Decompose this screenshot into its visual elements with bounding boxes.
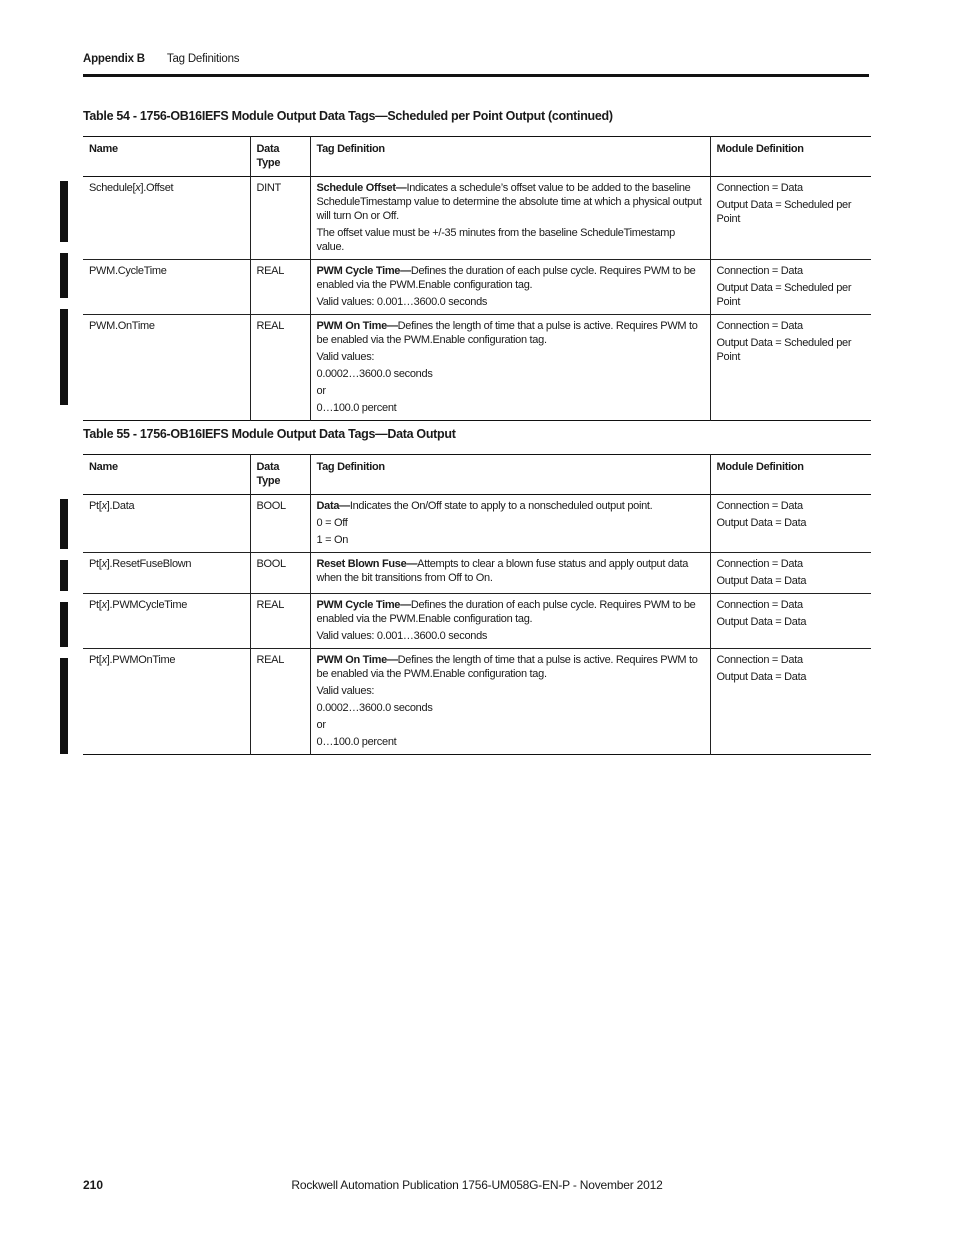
module-definition-line: Output Data = Data xyxy=(716,575,807,587)
data-type-cell: REAL xyxy=(250,594,310,649)
table-header-row xyxy=(83,137,871,177)
definition-note: 0 = Off xyxy=(316,517,348,529)
table-row xyxy=(83,649,871,755)
table-header-row xyxy=(83,455,871,495)
tag-name-prefix: PWM.CycleTime xyxy=(89,265,167,277)
data-type-cell: REAL xyxy=(250,315,310,421)
definition-term: PWM On Time— xyxy=(316,320,398,332)
definition-description: Defines the duration of each pulse cycle. Requires PWM to be enabled via the PWM.Enable configuration tag. xyxy=(316,265,696,291)
table-55 xyxy=(83,454,871,755)
tag-name-index: x xyxy=(101,500,107,512)
module-definition-line: Connection = Data xyxy=(716,500,803,512)
tag-name-suffix: ].Offset xyxy=(140,182,174,194)
tag-name-suffix: ].ResetFuseBlown xyxy=(106,558,192,570)
definition-term: PWM Cycle Time— xyxy=(316,265,411,277)
change-bar xyxy=(60,181,68,242)
module-definition-cell xyxy=(710,553,871,594)
tag-definition-cell xyxy=(310,553,710,594)
tag-name-cell xyxy=(83,649,250,755)
definition-term: PWM On Time— xyxy=(316,654,398,666)
col-header-name: Name xyxy=(83,137,250,177)
tag-name-index: x xyxy=(101,599,107,611)
definition-text xyxy=(317,264,704,292)
data-type-cell: REAL xyxy=(250,649,310,755)
tag-name-prefix: PWM.OnTime xyxy=(89,320,155,332)
header-chapter: Tag Definitions xyxy=(166,53,240,65)
table-55-title: Table 55 - 1756-OB16IEFS Module Output Data Tags—Data Output xyxy=(83,427,456,441)
definition-text xyxy=(317,181,704,223)
header-rule xyxy=(83,74,869,77)
definition-note: 0.0002…3600.0 seconds xyxy=(316,368,433,380)
tag-name-cell xyxy=(83,260,250,315)
definition-note: 0…100.0 percent xyxy=(316,736,397,748)
definition-description: Defines the length of time that a pulse is active. Requires PWM to be enabled via the PWM.Enable configuration tag. xyxy=(316,320,698,346)
tag-name-cell xyxy=(83,315,250,421)
tag-definition-cell xyxy=(310,315,710,421)
definition-note: 0…100.0 percent xyxy=(316,402,397,414)
table-row xyxy=(83,177,871,260)
definition-text xyxy=(317,653,704,681)
col-header-module-definition: Module Definition xyxy=(710,455,871,495)
table-54-title: Table 54 - 1756-OB16IEFS Module Output Data Tags—Scheduled per Point Output (continued) xyxy=(83,109,613,123)
tag-name-index: x xyxy=(135,182,141,194)
tag-name-prefix: Pt[ xyxy=(89,654,102,666)
tag-name-index: x xyxy=(101,558,107,570)
definition-term: PWM Cycle Time— xyxy=(316,599,411,611)
definition-text xyxy=(317,319,704,347)
module-definition-line: Output Data = Data xyxy=(716,517,807,529)
tag-name-index: x xyxy=(101,654,107,666)
data-type-cell: DINT xyxy=(250,177,310,260)
definition-note: 0.0002…3600.0 seconds xyxy=(316,702,433,714)
page-number: 210 xyxy=(83,1178,104,1192)
data-type-cell: BOOL xyxy=(250,553,310,594)
definition-note: 1 = On xyxy=(316,534,349,546)
change-bar xyxy=(60,560,68,591)
tag-name-suffix: ].PWMOnTime xyxy=(106,654,176,666)
module-definition-cell xyxy=(710,495,871,553)
change-bar xyxy=(60,309,68,405)
module-definition-cell xyxy=(710,177,871,260)
definition-note: or xyxy=(316,719,326,731)
definition-text xyxy=(317,598,704,626)
definition-description: Indicates the On/Off state to apply to a nonscheduled output point. xyxy=(349,500,653,512)
module-definition-line: Connection = Data xyxy=(716,320,803,332)
col-header-data-type: Data Type xyxy=(250,455,310,495)
definition-description: Defines the length of time that a pulse is active. Requires PWM to be enabled via the PWM.Enable configuration tag. xyxy=(316,654,698,680)
tag-name-cell xyxy=(83,553,250,594)
module-definition-line: Output Data = Data xyxy=(716,616,807,628)
module-definition-line: Output Data = Scheduled per Point xyxy=(716,282,852,308)
module-definition-line: Connection = Data xyxy=(716,558,803,570)
table-row xyxy=(83,553,871,594)
tag-definition-cell xyxy=(310,495,710,553)
change-bar xyxy=(60,499,68,549)
module-definition-line: Connection = Data xyxy=(716,265,803,277)
table-row xyxy=(83,260,871,315)
tag-name-prefix: Pt[ xyxy=(89,558,102,570)
module-definition-cell xyxy=(710,649,871,755)
definition-description: Indicates a schedule’s offset value to be added to the baseline ScheduleTimestamp value to determine the absolute time at which a physical output will turn On or Off. xyxy=(316,182,702,222)
table-54 xyxy=(83,136,871,421)
module-definition-cell xyxy=(710,594,871,649)
definition-note: The offset value must be +/-35 minutes from the baseline ScheduleTimestamp value. xyxy=(316,227,675,253)
module-definition-line: Connection = Data xyxy=(716,182,803,194)
tag-definition-cell xyxy=(310,177,710,260)
tag-name-suffix: ].Data xyxy=(106,500,135,512)
col-header-tag-definition: Tag Definition xyxy=(310,137,710,177)
tag-name-cell xyxy=(83,495,250,553)
module-definition-line: Connection = Data xyxy=(716,654,803,666)
tag-name-prefix: Pt[ xyxy=(89,500,102,512)
tag-name-suffix: ].PWMCycleTime xyxy=(106,599,188,611)
change-bar xyxy=(60,602,68,647)
definition-note: or xyxy=(316,385,326,397)
tag-name-prefix: Pt[ xyxy=(89,599,102,611)
definition-text xyxy=(317,557,704,585)
definition-note: Valid values: xyxy=(316,685,375,697)
module-definition-line: Output Data = Data xyxy=(716,671,807,683)
module-definition-cell xyxy=(710,315,871,421)
header-section: Appendix B xyxy=(83,53,145,65)
definition-term: Reset Blown Fuse— xyxy=(316,558,418,570)
definition-term: Data— xyxy=(316,500,350,512)
module-definition-line: Output Data = Scheduled per Point xyxy=(716,199,852,225)
tag-definition-cell xyxy=(310,260,710,315)
col-header-tag-definition: Tag Definition xyxy=(310,455,710,495)
definition-note: Valid values: 0.001…3600.0 seconds xyxy=(316,296,488,308)
data-type-cell: REAL xyxy=(250,260,310,315)
change-bar xyxy=(60,658,68,754)
table-row xyxy=(83,594,871,649)
tag-name-prefix: Schedule[ xyxy=(89,182,136,194)
publication-info: Rockwell Automation Publication 1756-UM058G-EN-P - November 2012 xyxy=(291,1178,663,1192)
tag-definition-cell xyxy=(310,649,710,755)
col-header-name: Name xyxy=(83,455,250,495)
tag-name-cell xyxy=(83,594,250,649)
col-header-data-type: Data Type xyxy=(250,137,310,177)
module-definition-line: Output Data = Scheduled per Point xyxy=(716,337,852,363)
definition-description: Defines the duration of each pulse cycle. Requires PWM to be enabled via the PWM.Enable configuration tag. xyxy=(316,599,696,625)
definition-text xyxy=(317,499,704,513)
col-header-module-definition: Module Definition xyxy=(710,137,871,177)
table-row xyxy=(83,315,871,421)
module-definition-cell xyxy=(710,260,871,315)
data-type-cell: BOOL xyxy=(250,495,310,553)
definition-note: Valid values: xyxy=(316,351,375,363)
tag-definition-cell xyxy=(310,594,710,649)
definition-note: Valid values: 0.001…3600.0 seconds xyxy=(316,630,488,642)
module-definition-line: Connection = Data xyxy=(716,599,803,611)
table-row xyxy=(83,495,871,553)
running-header xyxy=(83,53,239,65)
tag-name-cell xyxy=(83,177,250,260)
definition-description: Attempts to clear a blown fuse status and apply output data when the bit transitions from Off to On. xyxy=(316,558,689,584)
definition-term: Schedule Offset— xyxy=(316,182,407,194)
change-bar xyxy=(60,253,68,298)
